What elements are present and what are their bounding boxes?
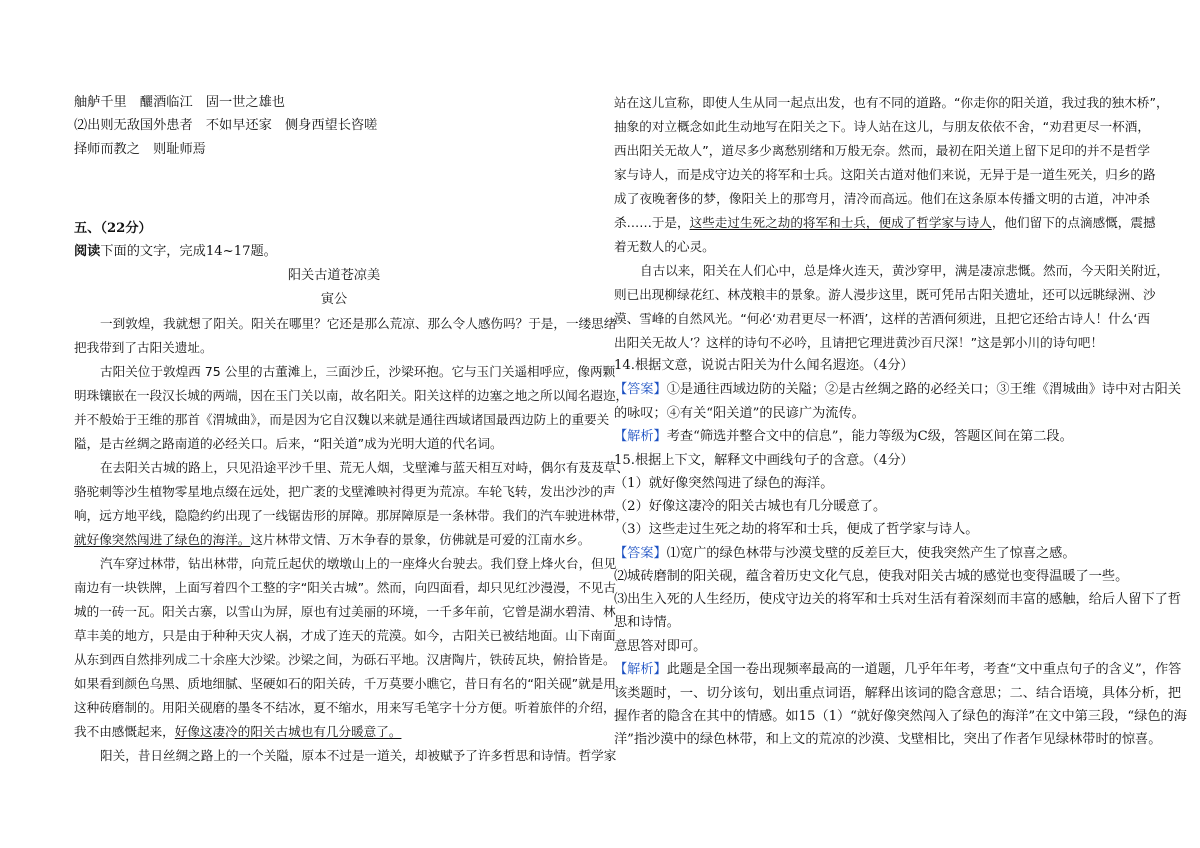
passage-line: 如果看到颜色乌黑、质地细腻、坚硬如石的阳关砖，千万莫要小瞧它，昔日有名的“阳关砚”就是用 [74, 676, 616, 691]
passage-line: 这种砖磨制的。用阳关砚磨的墨冬不结冰，夏不缩水，用来写毛笔字十分方便。听着旅伴的介绍， [74, 700, 616, 715]
passage-line: 杀……于是，这些走过生死之劫的将军和士兵，便成了哲学家与诗人，他们留下的点滴感慨，震撼 [614, 215, 1156, 230]
passage-line: 并不般始于王维的那首《渭城曲》，而是因为它自汉魏以来就是通往西域诸国最西边防上的重要关 [74, 412, 610, 427]
q15-answer: 【答案】⑴宽广的绿色林带与沙漠戈壁的反差巨大，使我突然产生了惊喜之感。 [614, 546, 1076, 561]
underlined-sentence-1: 就好像突然闯进了绿色的海洋。 [74, 532, 251, 547]
q14-analysis: 【解析】考查“筛选并整合文中的信息”，能力等级为C级，答题区间在第二段。 [614, 429, 1073, 444]
question-15: 15.根据上下文，解释文中画线句子的含意。（4分） [614, 453, 914, 468]
passage-line: 一到敦煌，我就想了阳关。阳关在哪里？它还是那么荒凉、那么令人感伤吗？于是，一缕思绪 [100, 316, 617, 331]
passage-line: 西出阳关无故人”，道尽多少离愁别绪和万般无奈。然而，最初在阳关道上留下足印的并不是哲学 [614, 143, 1150, 158]
q15-item: （3）这些走过生死之劫的将军和士兵，便成了哲学家与诗人。 [614, 522, 979, 537]
passage-line: 明珠镶嵌在一段汉长城的两端，因在玉门关以南，故名阳关。阳关这样的边塞之地之所以闻名遐迩， [74, 388, 629, 403]
passage-line: 草丰美的地方，只是由于种种天灾人祸，才成了连天的荒漠。如今，古阳关已被结地面。山下南面 [74, 628, 616, 643]
passage-line: 就好像突然闯进了绿色的海洋。这片林带文情、万木争春的景象，仿佛就是可爱的江南水乡。 [74, 532, 591, 547]
q15-answer-line: 意思答对即可。 [614, 639, 707, 654]
passage-line: 从东到西自然排列成二十余座大沙梁。沙梁之间，为砾石平地。汉唐陶片，铁砖瓦块，俯拾皆是。 [74, 652, 616, 667]
section-heading: 五、（22分） [74, 221, 152, 236]
passage-line: 隘，是古丝绸之路南道的必经关口。后来，“阳关道”成为光明大道的代名词。 [74, 436, 503, 451]
q15-item: （1）就好像突然闯进了绿色的海洋。 [614, 476, 834, 491]
passage-line: 南边有一块铁牌，上面写着四个工整的字“阳关古城”。然而，向四面看，却只见红沙漫漫，不见古 [74, 580, 616, 595]
passage-line: 阳关，昔日丝绸之路上的一个关隘，原本不过是一道关，却被赋予了许多哲思和诗情。哲学家 [100, 748, 617, 763]
q15-analysis-line: 握作者的隐含在其中的情感。如15（1）“就好像突然闯入了绿色的海洋”在文中第三段，“绿色的海 [614, 709, 1187, 724]
passage-line: 在去阳关古城的路上，只见沿途平沙千里、荒无人烟，戈壁滩与蓝天相互对峙，偶尔有芨芨草、 [100, 460, 629, 475]
underlined-sentence-3: 这些走过生死之劫的将军和士兵，便成了哲学家与诗人 [689, 215, 992, 230]
q15-answer-line: ⑵城砖磨制的阳关砚，蕴含着历史文化气息，使我对阳关古城的感觉也变得温暖了一些。 [614, 569, 1129, 584]
passage-line: 骆驼刺等沙生植物零星地点缀在远处，把广袤的戈壁滩映衬得更为荒凉。车轮飞转，发出沙沙的声 [74, 484, 616, 499]
passage-line: 着无数人的心灵。 [614, 239, 715, 254]
q15-item: （2）好像这凄冷的阳关古城也有几分暖意了。 [614, 499, 887, 514]
passage-line: 自古以来，阳关在人们心中，总是烽火连天，黄沙穿甲，满是凄凉悲慨。然而，今天阳关附近， [640, 263, 1169, 278]
q15-analysis: 【解析】此题是全国一卷出现频率最高的一道题，几乎年年考，考查“文中重点句子的含义”，作答 [614, 662, 1182, 677]
passage-line: 把我带到了古阳关遗址。 [74, 340, 213, 355]
passage-line: 汽车穿过林带，钻出林带，向荒丘起伏的墩墩山上的一座烽火台驶去。我们登上烽火台，但见 [100, 556, 617, 571]
q15-analysis-line: 该类题时，一、切分该句，划出重点词语，解释出该词的隐含意思；二、结合语境，具体分析，把 [614, 686, 1182, 701]
passage-line: 抽象的对立概念如此生动地写在阳关之下。诗人站在这儿，与朋友依依不舍，“劝君更尽一杯酒， [614, 119, 1150, 134]
analysis-label: 【解析】 [614, 662, 667, 677]
passage-line: 家与诗人，而是戍守边关的将军和士兵。这阳关古道对他们来说，无异于是一道生死关，归乡的路 [614, 167, 1156, 182]
passage-line: 漠、雪峰的自然风光。“何必‘劝君更尽一杯酒’，这样的苦酒何须进，且把它还给古诗人！什么‘西 [614, 311, 1150, 326]
q14-answer-cont: 的咏叹；④有关“阳关道”的民谚广为流传。 [614, 406, 865, 421]
answer-label: 【答案】 [614, 546, 667, 561]
q15-answer-line: 思和诗情。 [614, 615, 680, 630]
passage-author: 寅公 [320, 292, 348, 307]
passage-line: 出阳关无故人’？这样的诗句不必吟，且请把它理进黄沙百尺深！”这是郭小川的诗句吧！ [614, 335, 1104, 350]
underlined-sentence-2: 好像这凄冷的阳关古城也有几分暖意了。 [174, 724, 402, 739]
answer-line-1: 舳舻千里 釃酒临江 固一世之雄也 [74, 95, 285, 110]
answer-label: 【答案】 [614, 382, 667, 397]
passage-line: 站在这儿宣称，即使人生从同一起点出发，也有不同的道路。“你走你的阳关道，我过我的独木桥”， [614, 95, 1169, 110]
passage-line: 古阳关位于敦煌西 75 公里的古董滩上，三面沙丘，沙梁环抱。它与玉门关遥相呼应，像两颗 [100, 364, 616, 379]
passage-line: 成了夜晚奢侈的梦，像阳关上的那弯月，清冷而高远。他们在这条原本传播文明的古道，冲冲杀 [614, 191, 1150, 206]
passage-line: 响，远方地平线，隐隐约约出现了一线锯齿形的屏障。那屏障原是一条林带。我们的汽车驶进林带， [74, 508, 629, 523]
question-14: 14.根据文意，说说古阳关为什么闻名遐迩。（4分） [614, 358, 914, 373]
passage-line: 我不由感慨起来，好像这凄冷的阳关古城也有几分暖意了。 [74, 724, 402, 739]
reading-instruction: 阅读下面的文字，完成14~17题。 [74, 244, 277, 259]
q14-answer: 【答案】①是通往西域边防的关隘；②是古丝绸之路的必经关口；③王维《渭城曲》诗中对古阳关 [614, 382, 1182, 397]
answer-line-3: 择师而教之 则耻师焉 [74, 142, 206, 157]
passage-line: 则已出现柳绿花红、林茂粮丰的景象。游人漫步这里，既可凭吊古阳关遗址，还可以远眺绿洲、沙 [614, 287, 1156, 302]
passage-line: 城的一砖一瓦。阳关古寨，以雪山为屏，原也有过美丽的环境，一千多年前，它曾是湖水碧清、林 [74, 604, 616, 619]
answer-line-2: ⑵出则无敌国外患者 不如早还家 侧身西望长咨嗟 [74, 118, 378, 133]
q15-answer-line: ⑶出生入死的人生经历，使戍守边关的将军和士兵对生活有着深刻而丰富的感触，给后人留下了哲 [614, 592, 1182, 607]
analysis-label: 【解析】 [614, 429, 667, 444]
passage-title: 阳关古道苍凉美 [287, 268, 381, 283]
q15-analysis-line: 洋”指沙漠中的绿色林带，和上文的荒凉的沙漠、戈壁相比，突出了作者乍见绿林带时的惊喜。 [614, 732, 1162, 747]
